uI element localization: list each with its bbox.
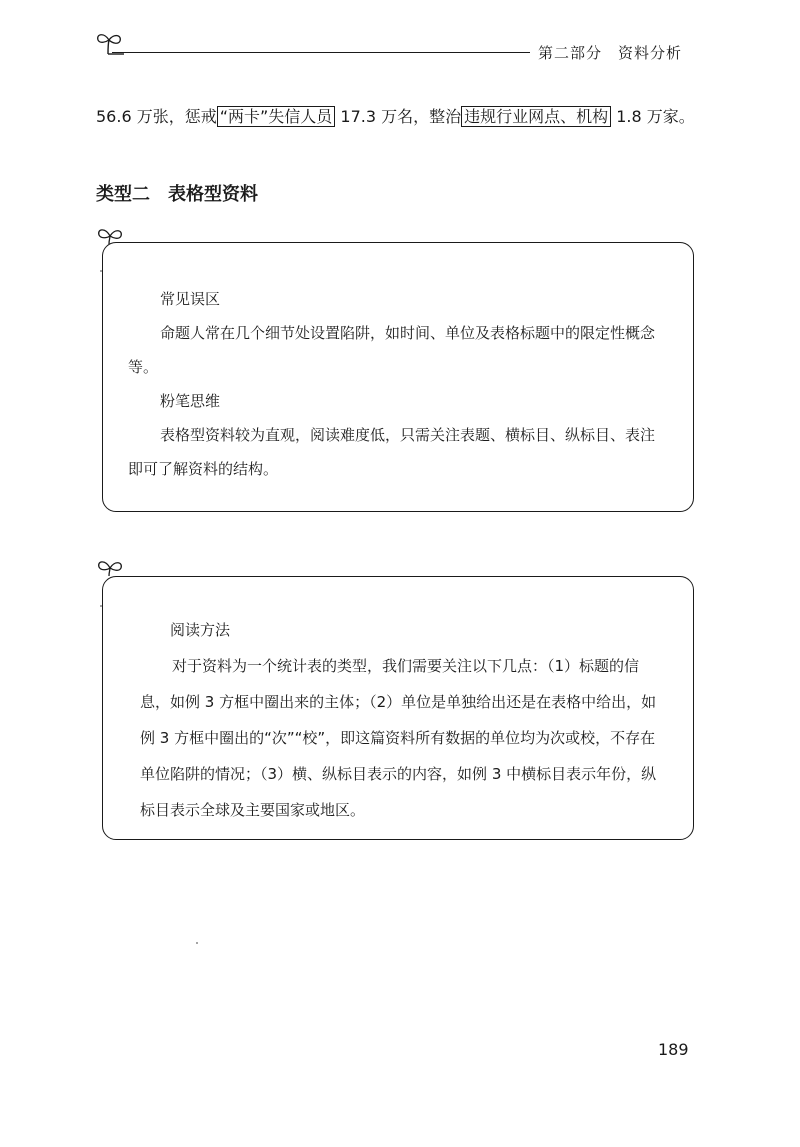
box-heading-reading-method: 阅读方法	[170, 621, 231, 639]
scan-speck	[100, 270, 102, 272]
box-body-reading-method: 对于资料为一个统计表的类型，我们需要关注以下几点：（1）标题的信息，如例 3 方框中圈出来的主体；（2）单位是单独给出还是在表格中给出，如例 3 方框中圈出的“次”“校”，即这篇资料所有数据的单位均为次或校，不存在单位陷阱的情况；（3）横、纵标目表示的内容，如例 3 中横标目表示年份，纵标目表示全球及主要国家或地区。	[140, 657, 657, 819]
intro-text-2: 17.3 万名，整治	[335, 107, 462, 126]
header-rule	[112, 52, 530, 53]
running-header: 第二部分 资料分析	[538, 44, 683, 62]
box-heading-fenbi-thinking: 粉笔思维	[160, 392, 221, 410]
tip-box-reading-method-text	[140, 612, 668, 828]
page-number: 189	[658, 1040, 689, 1059]
tip-box-misconceptions-text	[128, 282, 668, 486]
boxed-term-outlets: 违规行业网点、机构	[461, 106, 611, 127]
box-body-fenbi-thinking: 表格型资料较为直观，阅读难度低，只需关注表题、横标目、纵标目、表注即可了解资料的结构。	[128, 426, 656, 478]
scan-speck	[196, 942, 198, 944]
box-heading-common-mistakes: 常见误区	[160, 290, 221, 308]
boxed-term-two-cards: “两卡”失信人员	[217, 106, 336, 127]
intro-text-3: 1.8 万家。	[611, 107, 695, 126]
scan-speck	[100, 605, 102, 607]
section-title: 类型二 表格型资料	[96, 184, 258, 205]
intro-line	[96, 106, 695, 128]
intro-text-1: 56.6 万张，惩戒	[96, 107, 217, 126]
box-body-common-mistakes: 命题人常在几个细节处设置陷阱，如时间、单位及表格标题中的限定性概念等。	[128, 324, 656, 376]
